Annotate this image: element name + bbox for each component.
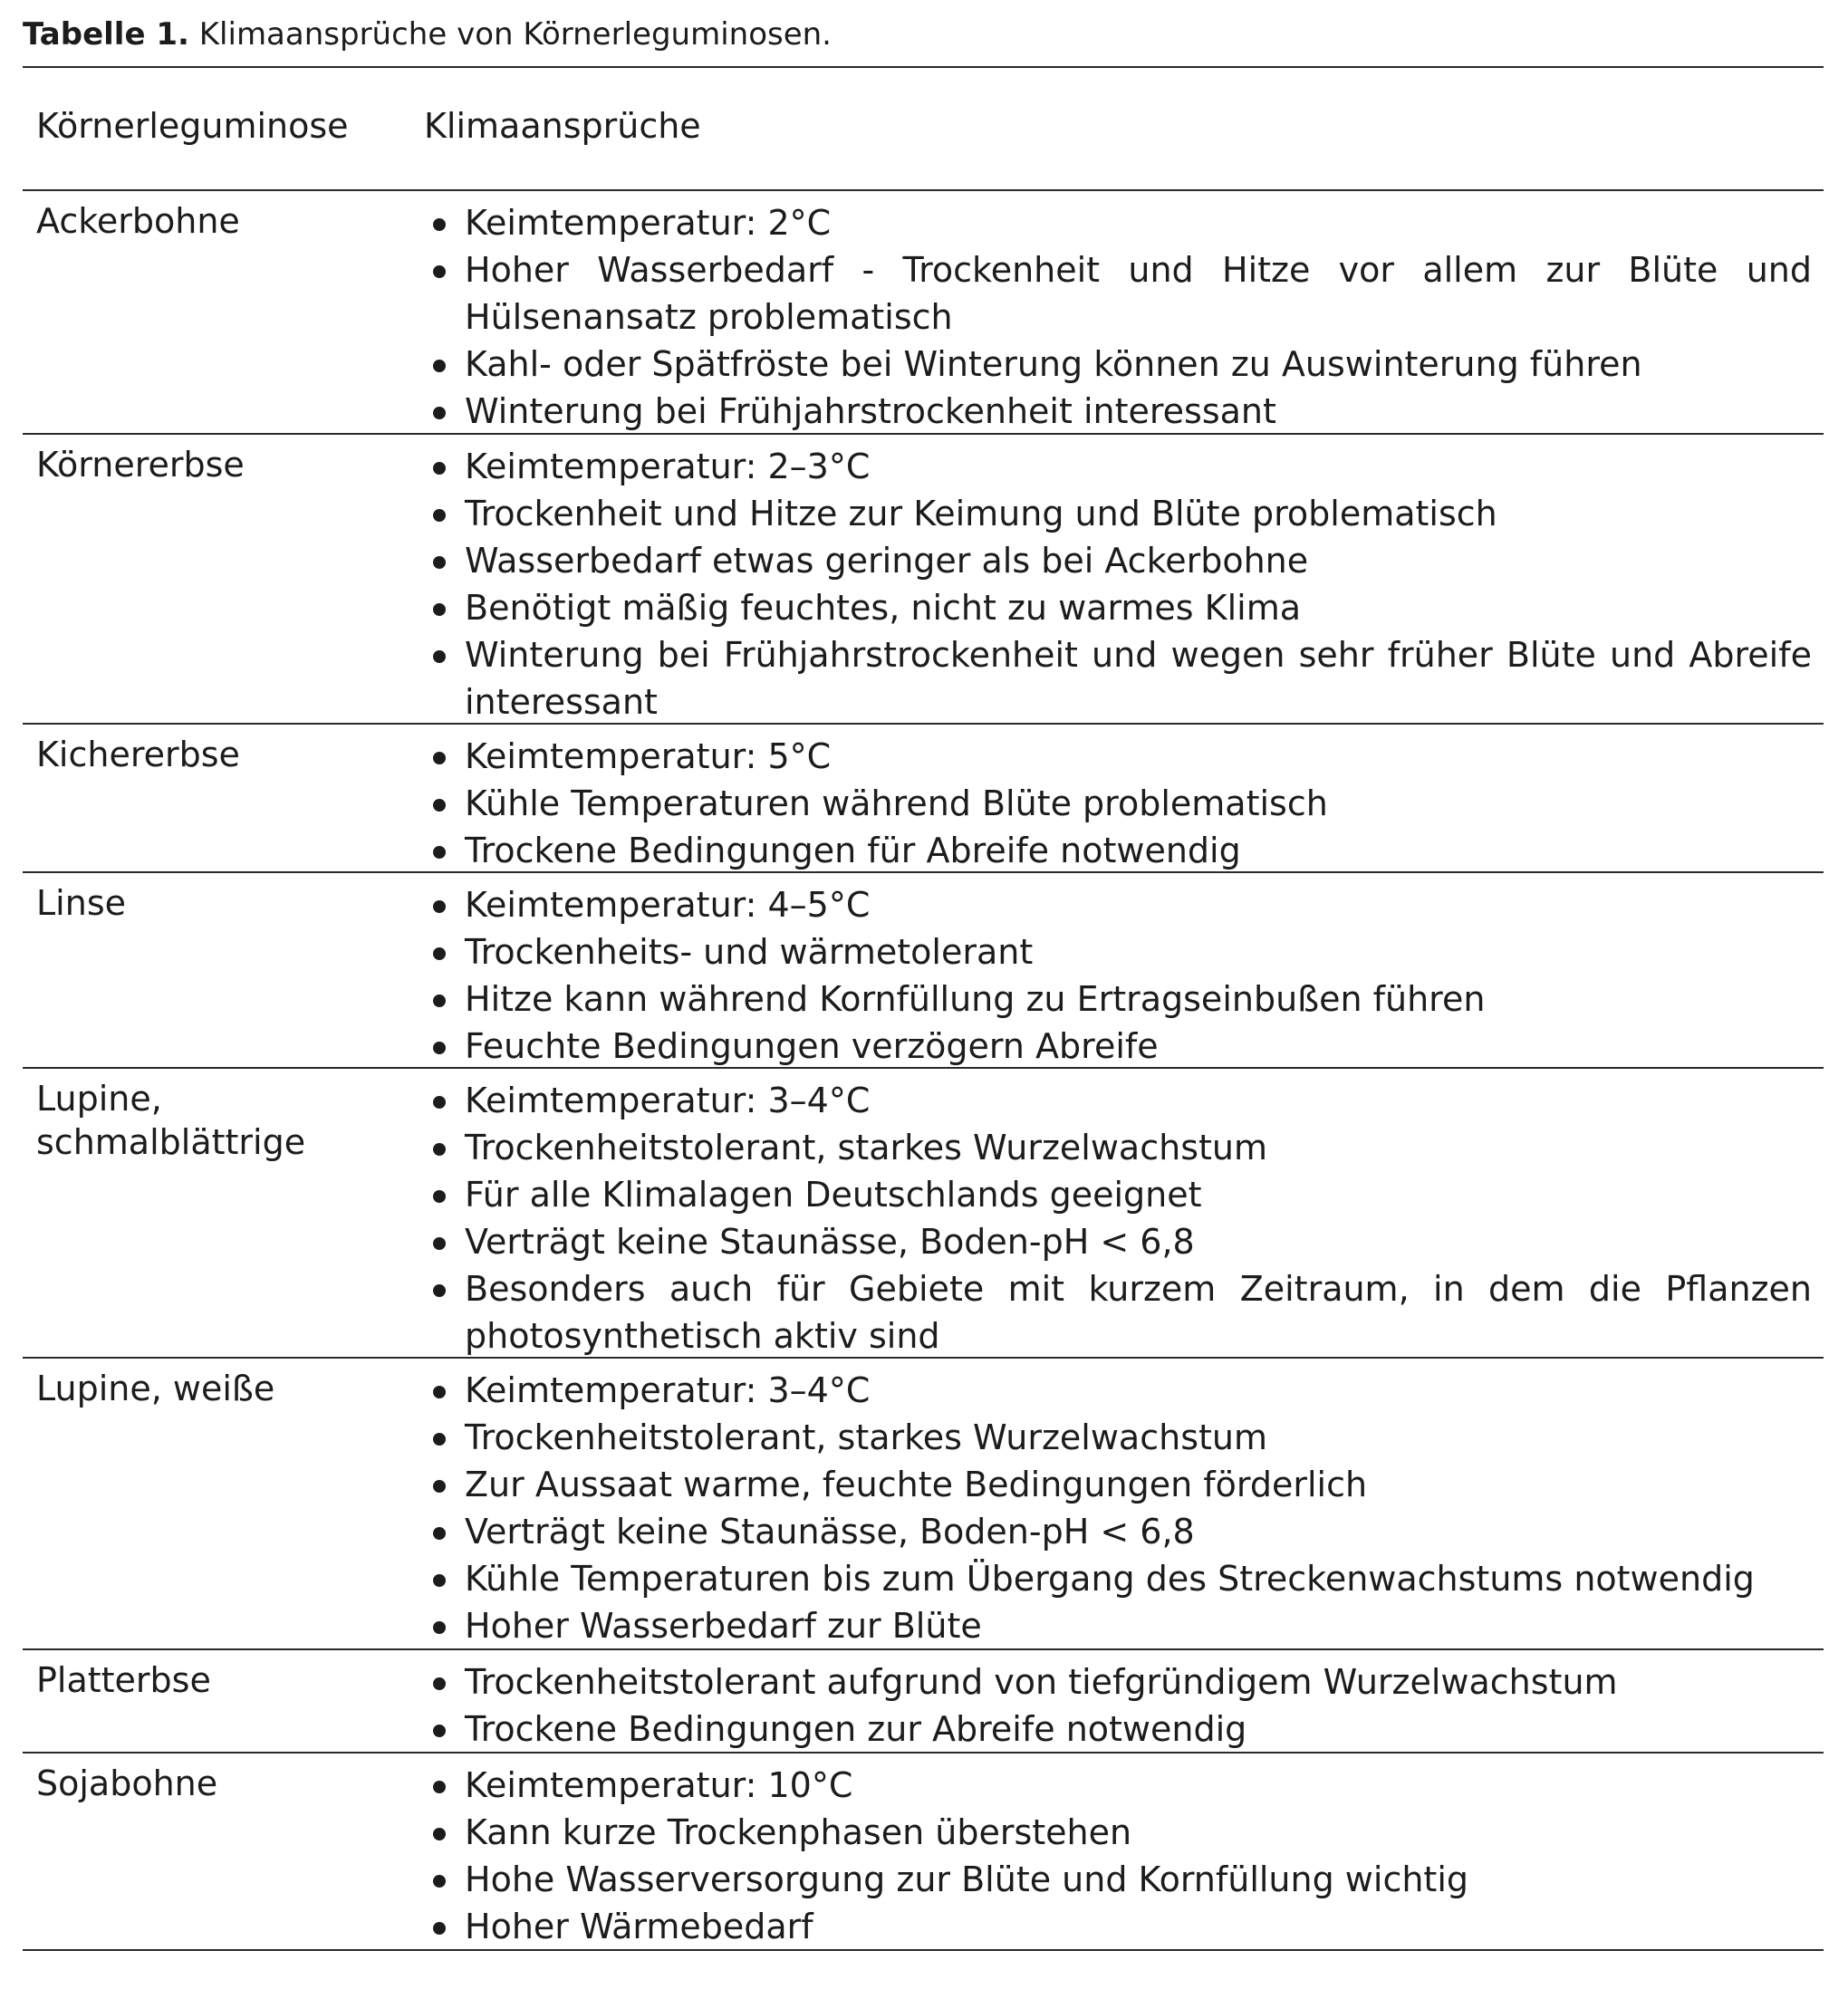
requirement-item: Trockenheitstolerant, starkes Wurzelwachstum: [424, 1414, 1812, 1461]
requirement-item: Wasserbedarf etwas geringer als bei Ackerbohne: [424, 537, 1812, 584]
table-row: [23, 1069, 1824, 1357]
requirement-item: Feuchte Bedingungen verzögern Abreife: [424, 1023, 1812, 1070]
bullet-icon: [433, 556, 446, 569]
requirement-item: Besonders auch für Gebiete mit kurzem Zeitraum, in dem die Pflanzen photosynthetisch aktiv sind: [424, 1265, 1812, 1360]
requirement-list: [424, 443, 1812, 725]
requirement-item: Trockenheits- und wärmetolerant: [424, 928, 1812, 975]
requirement-item: Hitze kann während Kornfüllung zu Ertragseinbußen führen: [424, 975, 1812, 1023]
requirement-item: Hohe Wasserversorgung zur Blüte und Kornfüllung wichtig: [424, 1856, 1812, 1903]
requirement-item: Keimtemperatur: 2°C: [424, 199, 1812, 246]
table-caption: [23, 14, 832, 55]
bullet-icon: [433, 603, 446, 616]
bullet-icon: [433, 265, 446, 278]
legume-name-line: Ackerbohne: [36, 201, 240, 241]
bullet-icon: [433, 994, 446, 1007]
bullet-icon: [433, 947, 446, 960]
legume-name: [36, 1658, 399, 1702]
requirement-item: Keimtemperatur: 2–3°C: [424, 443, 1812, 490]
requirement-item: Winterung bei Frühjahrstrockenheit interessant: [424, 388, 1812, 435]
bullet-icon: [433, 1574, 446, 1587]
requirement-item: Hoher Wärmebedarf: [424, 1903, 1812, 1950]
bullet-icon: [433, 509, 446, 522]
requirement-item: Trockenheit und Hitze zur Keimung und Blüte problematisch: [424, 490, 1812, 537]
bullet-icon: [433, 1828, 446, 1840]
bullet-icon: [433, 1237, 446, 1250]
bullet-icon: [433, 1527, 446, 1540]
legume-name: [36, 1077, 399, 1164]
requirement-list: [424, 733, 1812, 874]
header-climate-requirements: Klimaansprüche: [424, 106, 701, 146]
requirement-item: Hoher Wasserbedarf zur Blüte: [424, 1602, 1812, 1649]
legume-name: [36, 443, 399, 486]
legume-name-line: Lupine,: [36, 1079, 162, 1119]
requirement-item: Kann kurze Trockenphasen überstehen: [424, 1809, 1812, 1856]
requirement-item: Benötigt mäßig feuchtes, nicht zu warmes Klima: [424, 584, 1812, 631]
requirement-list: [424, 1762, 1812, 1950]
requirement-item: Keimtemperatur: 10°C: [424, 1762, 1812, 1809]
legume-name-line: Platterbse: [36, 1660, 211, 1700]
requirement-item: Kühle Temperaturen bis zum Übergang des Streckenwachstums notwendig: [424, 1555, 1812, 1602]
bullet-icon: [433, 1284, 446, 1297]
requirement-item: Trockene Bedingungen für Abreife notwendig: [424, 827, 1812, 874]
requirement-item: Verträgt keine Staunässe, Boden-pH < 6,8: [424, 1508, 1812, 1555]
bullet-icon: [433, 799, 446, 812]
bullet-icon: [433, 1725, 446, 1737]
requirement-item: Kühle Temperaturen während Blüte problematisch: [424, 780, 1812, 827]
requirement-list: [424, 1077, 1812, 1360]
requirement-item: Verträgt keine Staunässe, Boden-pH < 6,8: [424, 1218, 1812, 1265]
bullet-icon: [433, 1096, 446, 1109]
table-row: [23, 435, 1824, 723]
caption-text: Klimaansprüche von Körnerleguminosen.: [198, 16, 832, 53]
table-row: [23, 725, 1824, 871]
table-row: [23, 1650, 1824, 1752]
bullet-icon: [433, 1143, 446, 1156]
bullet-icon: [433, 650, 446, 663]
legume-name-line: Lupine, weiße: [36, 1369, 275, 1408]
table-row: [23, 1359, 1824, 1648]
requirement-item: Für alle Klimalagen Deutschlands geeignet: [424, 1171, 1812, 1218]
bullet-icon: [433, 1433, 446, 1446]
bullet-icon: [433, 407, 446, 419]
bullet-icon: [433, 1677, 446, 1690]
requirement-item: Winterung bei Frühjahrstrockenheit und wegen sehr früher Blüte und Abreife interessant: [424, 631, 1812, 725]
bullet-icon: [433, 1386, 446, 1398]
requirement-item: Keimtemperatur: 5°C: [424, 733, 1812, 780]
bullet-icon: [433, 1480, 446, 1493]
bullet-icon: [433, 462, 446, 475]
legume-name: [36, 881, 399, 925]
legume-name: [36, 1367, 399, 1410]
bullet-icon: [433, 218, 446, 231]
legume-name-line: Kichererbse: [36, 735, 240, 774]
bullet-icon: [433, 752, 446, 764]
bullet-icon: [433, 900, 446, 913]
requirement-list: [424, 1658, 1812, 1753]
bullet-icon: [433, 846, 446, 859]
table-row: [23, 873, 1824, 1067]
table-header-row: [23, 68, 1824, 187]
table-bottom-rule: [23, 1949, 1824, 1951]
legume-name: [36, 199, 399, 243]
caption-label: Tabelle 1.: [23, 16, 189, 53]
requirement-item: Hoher Wasserbedarf - Trockenheit und Hitze vor allem zur Blüte und Hülsenansatz problematisch: [424, 246, 1812, 341]
legume-name-line: Körnererbse: [36, 445, 245, 485]
bullet-icon: [433, 360, 446, 372]
requirement-item: Trockenheitstolerant, starkes Wurzelwachstum: [424, 1124, 1812, 1171]
legume-name: [36, 1762, 399, 1805]
legume-name-line: Linse: [36, 883, 126, 923]
requirement-list: [424, 881, 1812, 1070]
table-row: [23, 1754, 1824, 1949]
bullet-icon: [433, 1042, 446, 1054]
requirement-item: Keimtemperatur: 3–4°C: [424, 1367, 1812, 1414]
bullet-icon: [433, 1621, 446, 1634]
requirement-item: Trockenheitstolerant aufgrund von tiefgründigem Wurzelwachstum: [424, 1658, 1812, 1706]
legume-name-line: Sojabohne: [36, 1763, 218, 1803]
requirement-list: [424, 1367, 1812, 1649]
bullet-icon: [433, 1875, 446, 1888]
requirement-list: [424, 199, 1812, 435]
requirement-item: Zur Aussaat warme, feuchte Bedingungen förderlich: [424, 1461, 1812, 1508]
legume-name: [36, 733, 399, 776]
table-row: [23, 191, 1824, 433]
bullet-icon: [433, 1781, 446, 1793]
requirement-item: Keimtemperatur: 3–4°C: [424, 1077, 1812, 1124]
requirement-item: Kahl- oder Spätfröste bei Winterung können zu Auswinterung führen: [424, 341, 1812, 388]
requirement-item: Keimtemperatur: 4–5°C: [424, 881, 1812, 928]
legume-name-line: schmalblättrige: [36, 1122, 306, 1162]
bullet-icon: [433, 1922, 446, 1935]
header-legume: Körnerleguminose: [36, 106, 349, 146]
requirement-item: Trockene Bedingungen zur Abreife notwendig: [424, 1706, 1812, 1753]
bullet-icon: [433, 1190, 446, 1203]
